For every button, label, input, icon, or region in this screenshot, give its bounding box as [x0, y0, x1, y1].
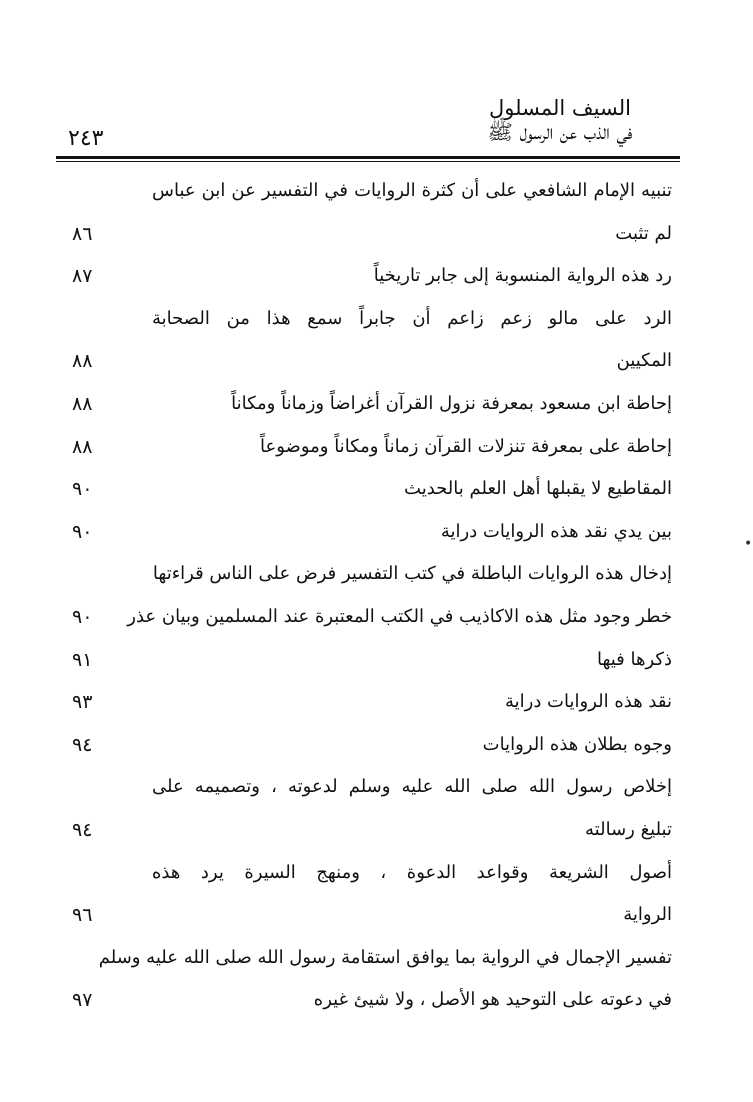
toc-entry-page: ٩١	[72, 648, 93, 671]
toc-entry-text: ذكرها فيها	[596, 648, 672, 670]
toc-entry-text: بين يدي نقد هذه الروايات دراية	[440, 520, 672, 542]
toc-entry	[56, 306, 676, 349]
header-rule	[56, 156, 680, 159]
margin-dot: •	[744, 536, 753, 552]
toc-entry-page: ٨٦	[72, 222, 93, 245]
toc-entry	[56, 476, 676, 519]
toc-entry-text: المقاطيع لا يقبلها أهل العلم بالحديث	[404, 478, 672, 500]
toc-entry-text: أصول الشريعة وقواعد الدعوة ، ومنهج السيرة يرد هذه	[152, 861, 672, 883]
toc-entry-text: الرد على مالو زعم زاعم أن جابراً سمع هذا من الصحابة	[152, 307, 672, 329]
toc-entry-page: ٨٧	[72, 265, 93, 288]
toc-entry-page: ٩٤	[72, 818, 93, 841]
page-number: ٢٤٣	[68, 126, 104, 151]
book-title	[440, 96, 680, 144]
toc-entry	[56, 604, 676, 647]
book-title-line-1: السيف المسلول	[489, 96, 631, 120]
toc-entry-text: نقد هذه الروايات دراية	[504, 691, 672, 713]
toc-entry-text: إدخال هذه الروايات الباطلة في كتب التفسير فرض على الناس قراءتها	[152, 563, 672, 585]
toc-entry	[56, 263, 676, 306]
toc-entry	[56, 348, 676, 391]
toc-entry-text: وجوه بطلان هذه الروايات	[482, 733, 672, 755]
toc-entry-page: ٨٨	[72, 350, 93, 373]
toc-entry	[56, 774, 676, 817]
toc-entry-text: تفسير الإجمال في الرواية بما يوافق استقامة رسول الله صلى الله عليه وسلم	[98, 946, 672, 968]
toc-entry-page: ٩٣	[72, 691, 93, 714]
toc-entry	[56, 902, 676, 945]
toc-entry-text: تنبيه الإمام الشافعي على أن كثرة الروايات في التفسير عن ابن عباس	[152, 180, 672, 201]
toc-entry	[56, 817, 676, 860]
toc-entry-page: ٩٠	[72, 478, 93, 501]
toc-entry-text: رد هذه الرواية المنسوبة إلى جابر تاريخياً	[373, 265, 672, 287]
toc-entry	[56, 689, 676, 732]
toc-entry-text: الرواية	[623, 904, 672, 926]
table-of-contents	[56, 178, 676, 1030]
toc-entry	[56, 178, 676, 221]
toc-entry-page: ٩٧	[72, 989, 93, 1012]
toc-entry	[56, 860, 676, 903]
toc-entry-page: ٩٤	[72, 733, 93, 756]
toc-entry-page: ٩٦	[72, 904, 93, 927]
toc-entry-text: المكيين	[616, 350, 672, 372]
toc-entry-text: لم تثبت	[615, 222, 672, 244]
toc-entry-text: في دعوته على التوحيد هو الأصل ، ولا شيئ غيره	[313, 989, 672, 1011]
toc-entry-text: إحاطة على بمعرفة تنزلات القرآن زماناً ومكاناً وموضوعاً	[260, 435, 672, 457]
toc-entry-page: ٨٨	[72, 392, 93, 415]
book-title-line-2: في الذب عن الرسول ﷺ	[487, 120, 633, 144]
toc-entry-page: ٩٠	[72, 520, 93, 543]
toc-entry-page: ٨٨	[72, 435, 93, 458]
toc-entry-text: تبليغ رسالته	[585, 818, 672, 840]
toc-entry-text: خطر وجود مثل هذه الاكاذيب في الكتب المعتبرة عند المسلمين وبيان عذر	[127, 605, 672, 627]
toc-entry	[56, 221, 676, 264]
toc-entry	[56, 647, 676, 690]
toc-entry	[56, 561, 676, 604]
running-header	[62, 96, 680, 156]
toc-entry-text: إخلاص رسول الله صلى الله عليه وسلم لدعوته ، وتصميمه على	[152, 776, 672, 798]
toc-entry	[56, 987, 676, 1030]
toc-entry	[56, 519, 676, 562]
toc-entry	[56, 945, 676, 988]
toc-entry	[56, 391, 676, 434]
toc-entry	[56, 732, 676, 775]
toc-entry	[56, 434, 676, 477]
toc-entry-page: ٩٠	[72, 605, 93, 628]
header-rule-thin	[56, 161, 680, 162]
toc-entry-text: إحاطة ابن مسعود بمعرفة نزول القرآن أغراضاً وزماناً ومكاناً	[231, 392, 672, 414]
